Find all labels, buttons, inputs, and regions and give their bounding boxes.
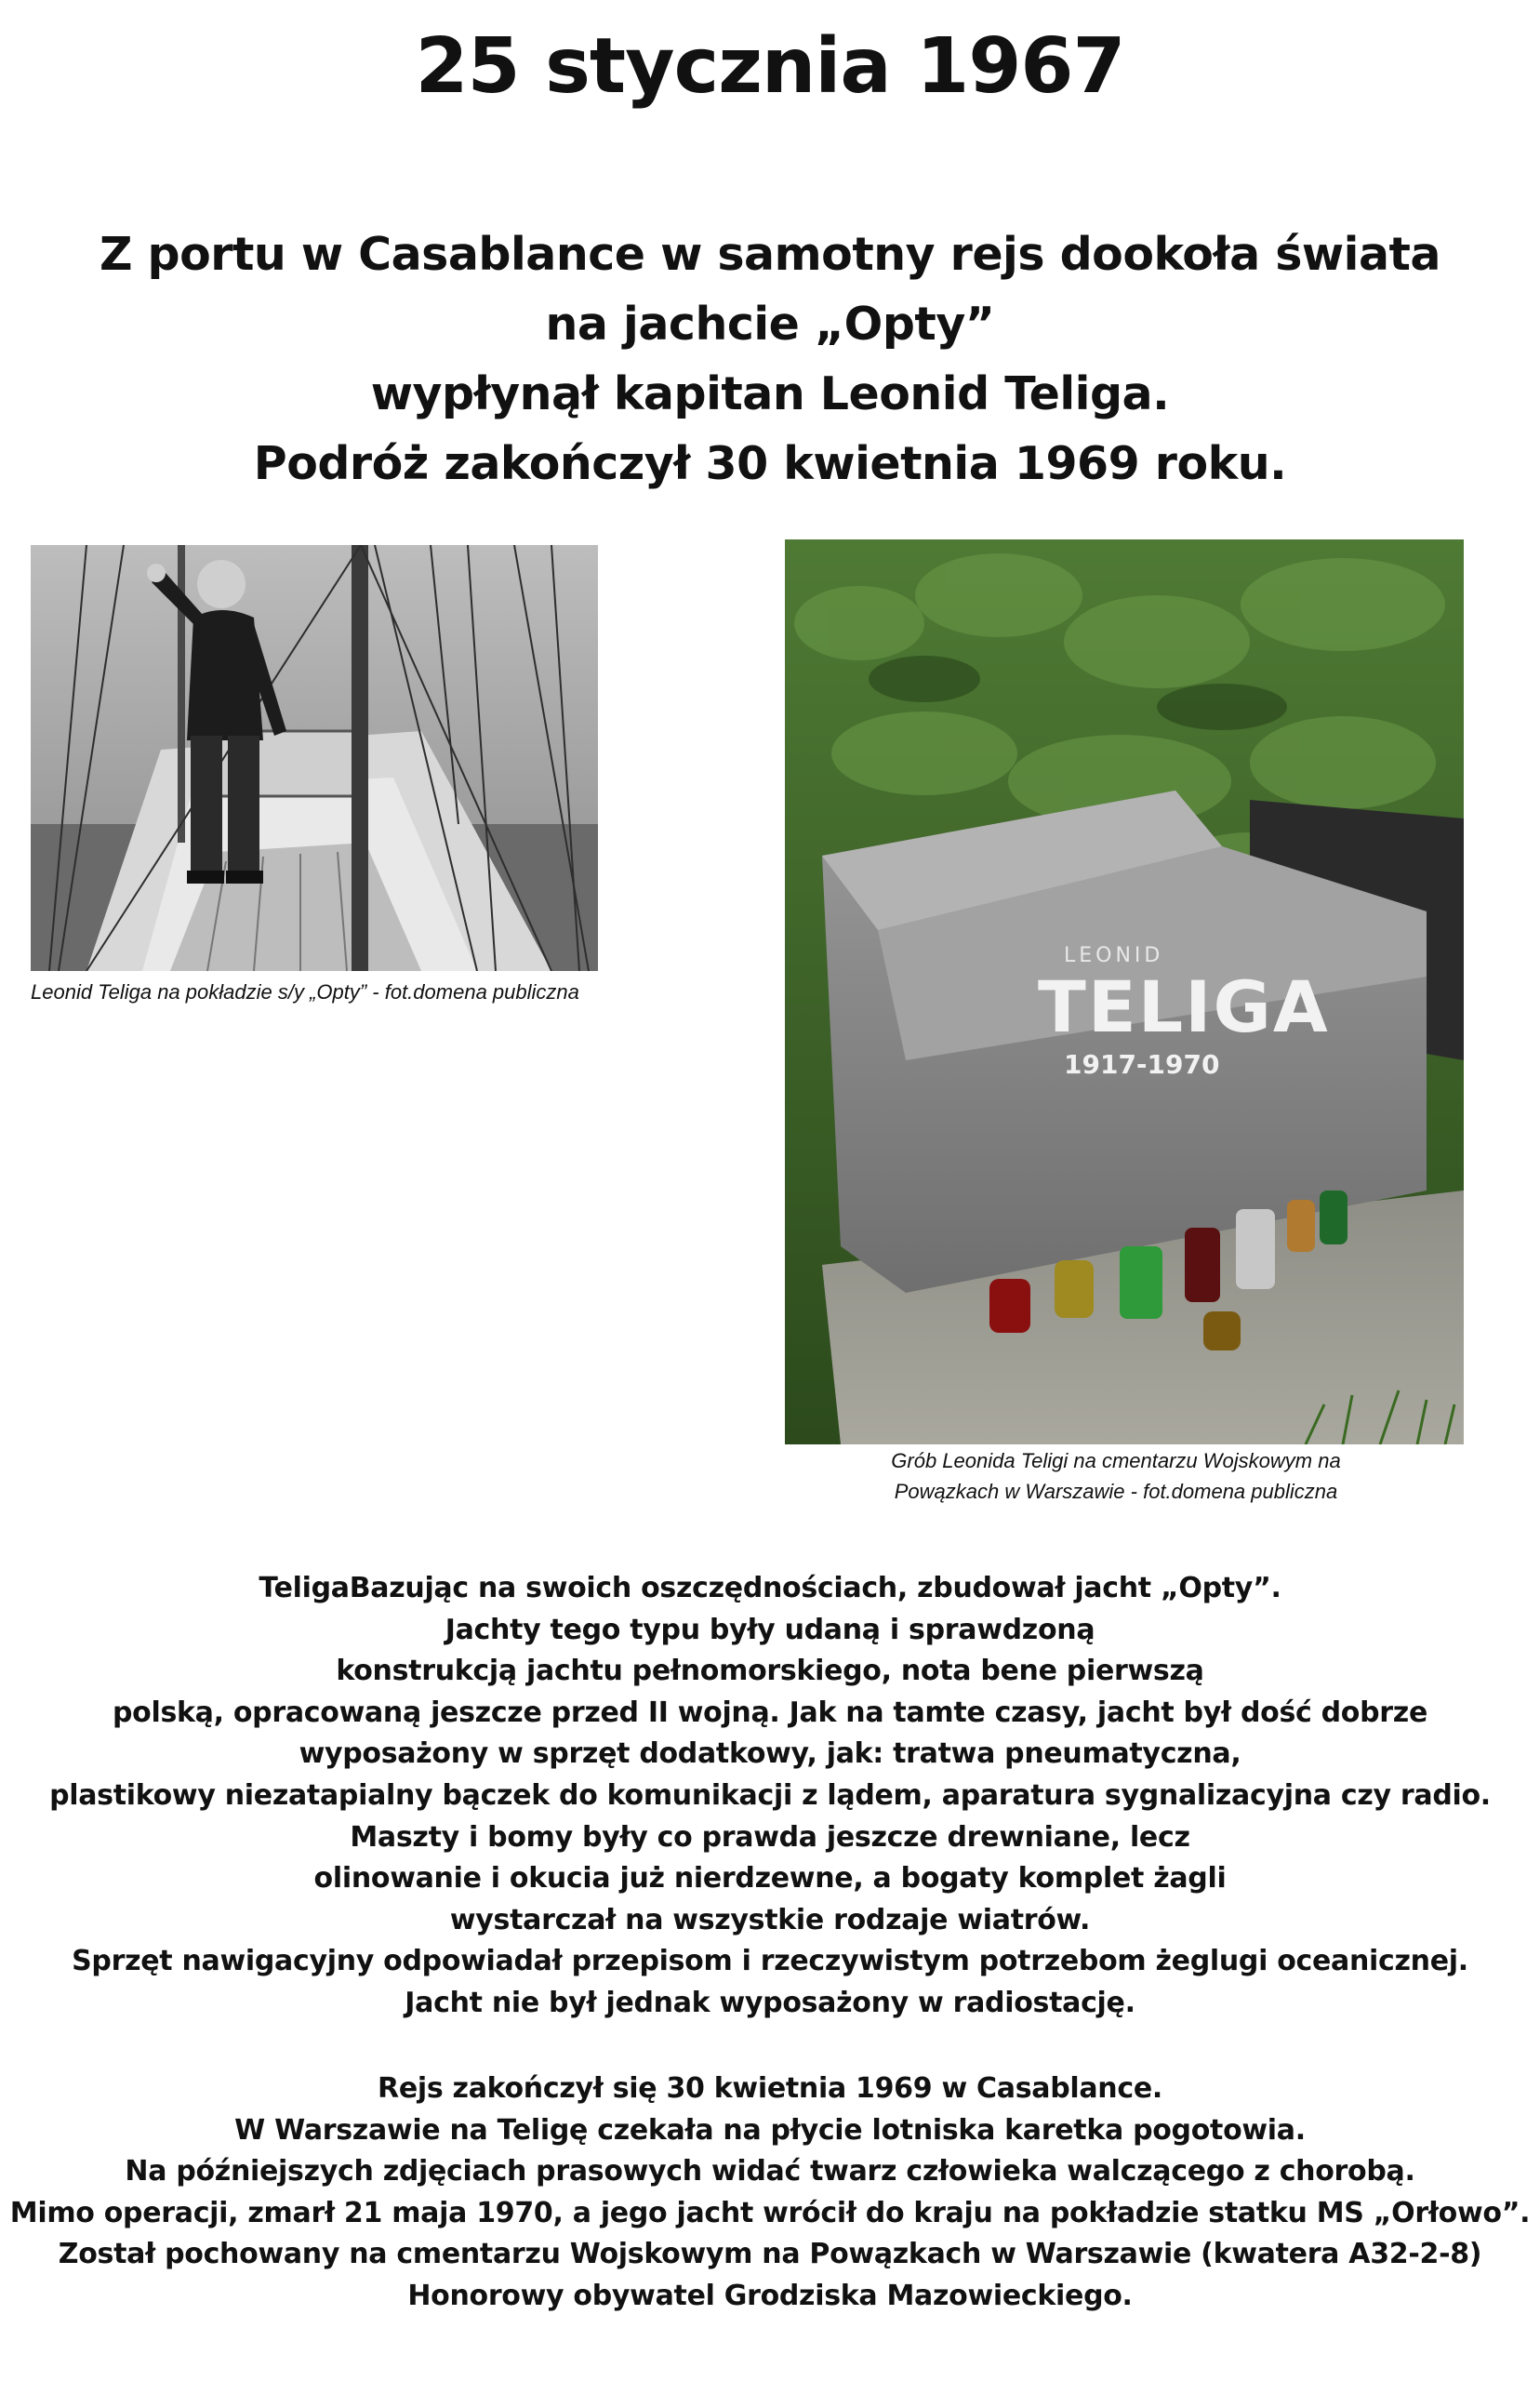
paragraph-line: Rejs zakończył się 30 kwietnia 1969 w Casablance. xyxy=(378,2072,1162,2105)
paragraph-line: W Warszawie na Teligę czekała na płycie lotniska karetka pogotowia. xyxy=(234,2113,1306,2147)
paragraph-line: olinowanie i okucia już nierdzewne, a bogaty komplet żagli xyxy=(313,1862,1227,1895)
right-photo-caption xyxy=(763,1445,1469,1507)
paragraph-line: Honorowy obywatel Grodziska Mazowieckiego. xyxy=(407,2279,1133,2312)
paragraph-line: Na późniejszych zdjęciach prasowych widać twarz człowieka walczącego z chorobą. xyxy=(125,2155,1415,2188)
stone-inscription-years: 1917-1970 xyxy=(1064,1049,1220,1080)
stone-inscription-small: LEONID xyxy=(1064,944,1164,967)
paragraph-line: Jachty tego typu były udaną i sprawdzoną xyxy=(445,1613,1095,1646)
paragraph-line: plastikowy niezatapialny bączek do komunikacji z lądem, aparatura sygnalizacyjna czy radio. xyxy=(49,1778,1491,1812)
paragraph-line: wyposażony w sprzęt dodatkowy, jak: tratwa pneumatyczna, xyxy=(299,1737,1241,1771)
paragraph-voyage-end xyxy=(0,2068,1540,2318)
stone-inscription-name: TELIGA xyxy=(1038,965,1330,1048)
page-title: 25 stycznia 1967 xyxy=(415,22,1125,111)
paragraph-line: polską, opracowaną jeszcze przed II wojną. Jak na tamte czasy, jacht był dość dobrze xyxy=(112,1696,1427,1729)
lead-line: Z portu w Casablance w samotny rejs dookoła świata xyxy=(99,228,1441,281)
lead-line: wypłynął kapitan Leonid Teliga. xyxy=(370,367,1170,420)
left-photo-caption: Leonid Teliga na pokładzie s/y „Opty” - fot.domena publiczna xyxy=(31,980,579,1004)
lead-line: na jachcie „Opty” xyxy=(545,298,995,351)
caption-line: Grób Leonida Teligi na cmentarzu Wojskowym na xyxy=(891,1449,1341,1472)
paragraph-line: Mimo operacji, zmarł 21 maja 1970, a jego jacht wrócił do kraju na pokładzie statku MS „Orłowo”. xyxy=(9,2196,1531,2229)
paragraph-line: TeligaBazując na swoich oszczędnościach, zbudował jacht „Opty”. xyxy=(259,1572,1281,1604)
teliga-on-yacht-photo xyxy=(31,545,598,971)
teliga-grave-photo xyxy=(785,539,1464,1444)
paragraph-line: wystarczał na wszystkie rodzaje wiatrów. xyxy=(449,1903,1091,1936)
paragraph-line: Sprzęt nawigacyjny odpowiadał przepisom i rzeczywistym potrzebom żeglugi oceanicznej. xyxy=(72,1945,1468,1978)
lead-text xyxy=(0,219,1540,499)
paragraph-yacht xyxy=(0,1568,1540,2025)
caption-line: Powązkach w Warszawie - fot.domena publiczna xyxy=(894,1480,1338,1503)
paragraph-line: Jacht nie był jednak wyposażony w radiostację. xyxy=(405,1986,1135,2019)
paragraph-line: Został pochowany na cmentarzu Wojskowym na Powązkach w Warszawie (kwatera A32-2-8) xyxy=(58,2238,1482,2271)
paragraph-line: Maszty i bomy były co prawda jeszcze drewniane, lecz xyxy=(350,1820,1190,1854)
lead-line: Podróż zakończył 30 kwietnia 1969 roku. xyxy=(253,437,1287,490)
paragraph-line: konstrukcją jachtu pełnomorskiego, nota bene pierwszą xyxy=(336,1655,1204,1688)
